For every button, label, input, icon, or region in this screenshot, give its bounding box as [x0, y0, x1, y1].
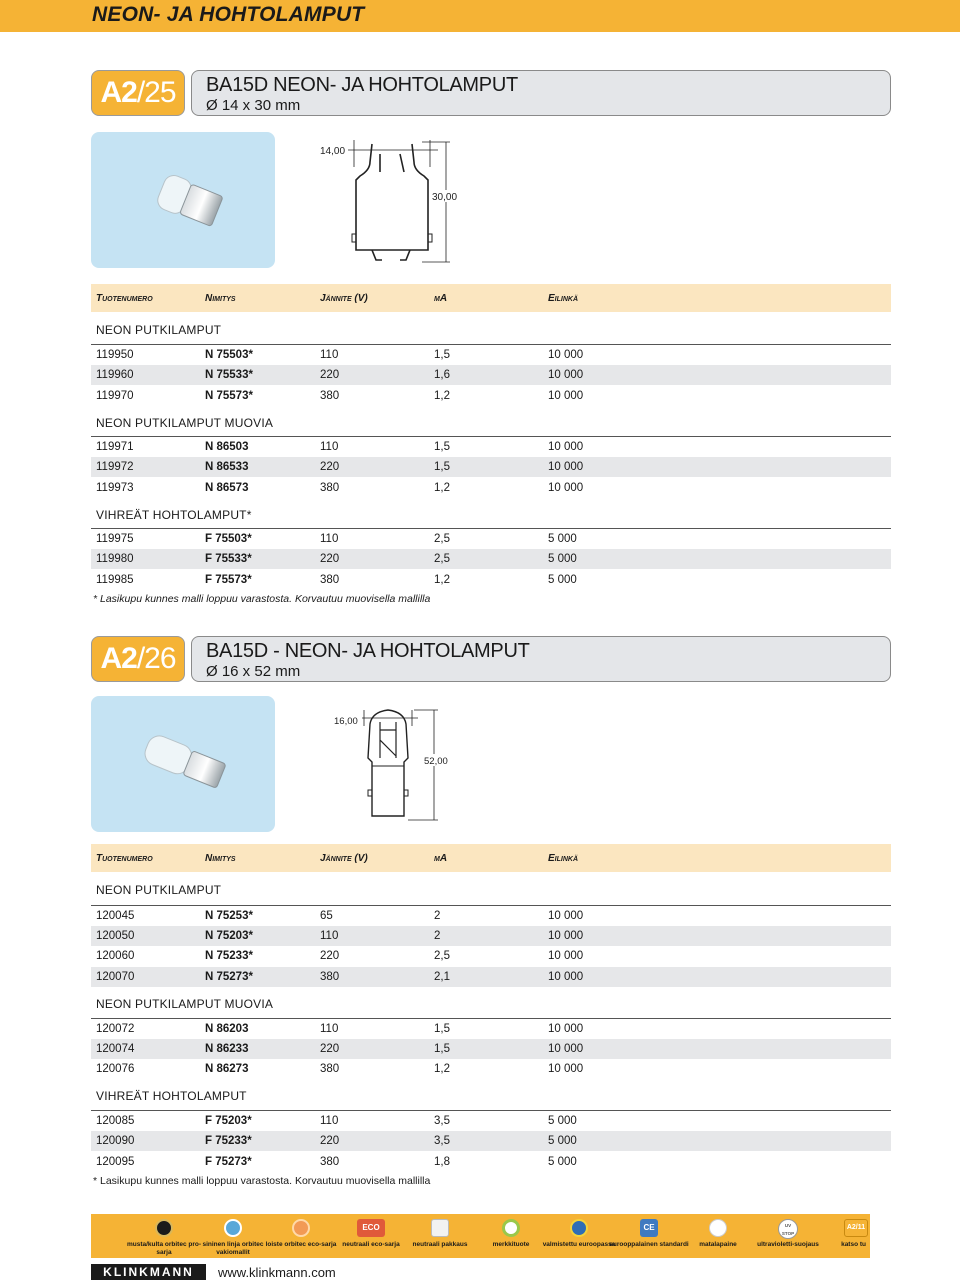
cell-lifetime: 5 000	[548, 553, 577, 565]
cell-name: N 86233	[205, 1043, 249, 1055]
cell-voltage: 380	[320, 971, 340, 983]
section-badge	[91, 70, 185, 116]
table-row	[91, 905, 891, 925]
eu-made-icon	[570, 1219, 588, 1237]
cell-product-number: 120076	[96, 1063, 135, 1075]
cell-voltage: 380	[320, 574, 340, 586]
table-row	[91, 1110, 891, 1130]
lamp-photo-image	[91, 132, 275, 268]
cell-lifetime: 5 000	[548, 533, 577, 545]
section-header	[191, 70, 891, 116]
cell-lifetime: 10 000	[548, 950, 584, 962]
cell-name: F 75573*	[205, 574, 252, 586]
ce-icon: CE	[640, 1219, 658, 1237]
cell-product-number: 119971	[96, 441, 134, 453]
cell-ma: 2	[434, 930, 441, 942]
column-header-voltage: Jännite (V)	[320, 853, 368, 864]
cell-lifetime: 10 000	[548, 1023, 584, 1035]
cell-ma: 1,8	[434, 1156, 450, 1168]
cell-ma: 1,5	[434, 461, 450, 473]
brand-text: KLINKMANN	[103, 1265, 194, 1279]
cell-ma: 2,5	[434, 533, 450, 545]
badge-code: A2	[100, 76, 137, 109]
cell-name: F 75233*	[205, 1135, 252, 1147]
group-title: VIHREÄT HOHTOLAMPUT	[96, 1089, 247, 1103]
column-header-name: Nimitys	[205, 293, 236, 304]
cell-name: N 75203*	[205, 930, 253, 942]
cell-lifetime: 5 000	[548, 1156, 577, 1168]
column-header-row	[91, 844, 891, 872]
cell-lifetime: 5 000	[548, 1115, 577, 1127]
cell-ma: 1,2	[434, 1063, 450, 1075]
footnote: * Lasikupu kunnes malli loppuu varastosta. Korvautuu muovisella mallilla	[93, 593, 431, 605]
cell-lifetime: 10 000	[548, 441, 584, 453]
section-subtitle: Ø 16 x 52 mm	[206, 663, 301, 680]
group-title: VIHREÄT HOHTOLAMPUT*	[96, 508, 252, 522]
section-badge	[91, 636, 185, 682]
page-header-bar	[0, 0, 960, 32]
cell-ma: 1,2	[434, 574, 450, 586]
cell-ma: 3,5	[434, 1115, 450, 1127]
cell-name: F 75203*	[205, 1115, 252, 1127]
table-row	[91, 457, 891, 477]
cell-lifetime: 5 000	[548, 1135, 577, 1147]
legend-label: katso tu	[841, 1241, 866, 1248]
footnote: * Lasikupu kunnes malli loppuu varastosta. Korvautuu muovisella mallilla	[93, 1175, 431, 1187]
cell-lifetime: 10 000	[548, 349, 584, 361]
dimension-drawing	[310, 132, 470, 272]
section-title: BA15D NEON- JA HOHTOLAMPUT	[206, 74, 518, 96]
website-link[interactable]: www.klinkmann.com	[218, 1265, 336, 1280]
column-header-product-number: Tuotenumero	[96, 293, 153, 304]
cell-lifetime: 10 000	[548, 930, 584, 942]
cell-product-number: 120090	[96, 1135, 135, 1147]
cell-voltage: 380	[320, 390, 340, 402]
table-row	[91, 926, 891, 946]
cell-voltage: 110	[320, 1115, 339, 1127]
legend-label: ultravioletti-suojaus	[757, 1241, 819, 1248]
cell-product-number: 120072	[96, 1023, 135, 1035]
glow-bulb-icon	[292, 1219, 310, 1237]
cell-name: N 75233*	[205, 950, 253, 962]
column-header-lifetime: Eilinkä	[548, 853, 579, 864]
cell-product-number: 120050	[96, 930, 135, 942]
group-title: NEON PUTKILAMPUT MUOVIA	[96, 997, 274, 1011]
cell-voltage: 220	[320, 369, 340, 381]
uv-stop-icon: UV STOP	[778, 1219, 798, 1239]
table-row	[91, 1131, 891, 1151]
dimension-width-label: 14,00	[320, 146, 346, 157]
table-row	[91, 528, 891, 548]
legend-label: neutraali pakkaus	[412, 1241, 468, 1248]
column-header-voltage: Jännite (V)	[320, 293, 368, 304]
legend-label: neutraali eco-sarja	[342, 1241, 400, 1248]
cell-name: N 86503	[205, 441, 249, 453]
table-row	[91, 344, 891, 364]
cell-name: N 75503*	[205, 349, 253, 361]
table-row	[91, 1039, 891, 1059]
cell-product-number: 120070	[96, 971, 135, 983]
black-gold-bulb-icon	[155, 1219, 173, 1237]
cell-product-number: 119950	[96, 349, 134, 361]
cell-lifetime: 10 000	[548, 461, 584, 473]
cell-voltage: 220	[320, 1135, 340, 1147]
cell-voltage: 220	[320, 950, 340, 962]
legend-label: eurooppalainen standardi	[609, 1241, 689, 1248]
cell-name: N 75533*	[205, 369, 253, 381]
see-also-icon: A2/11	[844, 1219, 868, 1237]
legend-label: musta/kulta orbitec pro-sarja	[126, 1241, 202, 1256]
cell-ma: 3,5	[434, 1135, 450, 1147]
table-row	[91, 478, 891, 498]
cell-product-number: 120074	[96, 1043, 135, 1055]
cell-product-number: 120045	[96, 910, 135, 922]
page-title: NEON- JA HOHTOLAMPUT	[92, 3, 365, 26]
cell-ma: 1,6	[434, 369, 450, 381]
badge-code: A2	[100, 642, 137, 675]
column-header-product-number: Tuotenumero	[96, 853, 153, 864]
group-title: NEON PUTKILAMPUT MUOVIA	[96, 416, 274, 430]
cell-ma: 2,1	[434, 971, 450, 983]
cell-ma: 1,5	[434, 1043, 450, 1055]
cell-ma: 1,5	[434, 441, 450, 453]
cell-name: N 75273*	[205, 971, 253, 983]
cell-lifetime: 10 000	[548, 971, 584, 983]
cell-voltage: 220	[320, 1043, 340, 1055]
cell-voltage: 110	[320, 1023, 339, 1035]
section-header	[191, 636, 891, 682]
column-header-lifetime: Eilinkä	[548, 293, 579, 304]
cell-product-number: 119960	[96, 369, 134, 381]
dimension-width-label: 16,00	[334, 716, 358, 727]
dimension-drawing	[320, 700, 460, 830]
cell-ma: 2,5	[434, 950, 450, 962]
section-subtitle: Ø 14 x 30 mm	[206, 97, 301, 114]
cell-lifetime: 5 000	[548, 574, 577, 586]
legend-label: merkkituote	[492, 1241, 530, 1248]
cell-name: N 75573*	[205, 390, 253, 402]
cell-name: N 86203	[205, 1023, 249, 1035]
cell-voltage: 380	[320, 1156, 340, 1168]
table-row	[91, 1152, 891, 1172]
cell-lifetime: 10 000	[548, 1043, 584, 1055]
cell-voltage: 110	[320, 441, 339, 453]
legend-label: matalapaine	[699, 1241, 737, 1248]
badge-number: /25	[136, 76, 176, 109]
section-title: BA15D - NEON- JA HOHTOLAMPUT	[206, 640, 530, 662]
cell-lifetime: 10 000	[548, 390, 584, 402]
blue-bulb-icon	[224, 1219, 242, 1237]
cell-ma: 1,2	[434, 482, 450, 494]
neutral-package-icon	[431, 1219, 449, 1237]
klinkmann-logo	[91, 1264, 206, 1280]
cell-ma: 2	[434, 910, 441, 922]
cell-product-number: 119975	[96, 533, 134, 545]
cell-lifetime: 10 000	[548, 910, 584, 922]
table-row	[91, 946, 891, 966]
cell-lifetime: 10 000	[548, 369, 584, 381]
table-row	[91, 436, 891, 456]
table-row	[91, 549, 891, 569]
cell-product-number: 119970	[96, 390, 134, 402]
cell-voltage: 220	[320, 461, 340, 473]
column-header-name: Nimitys	[205, 853, 236, 864]
eco-icon: ECO	[357, 1219, 385, 1237]
lamp-photo-image	[91, 696, 275, 832]
table-row	[91, 1059, 891, 1079]
cell-ma: 2,5	[434, 553, 450, 565]
cell-name: N 86533	[205, 461, 249, 473]
product-photo	[91, 132, 275, 268]
table-row	[91, 570, 891, 590]
column-header-row	[91, 284, 891, 312]
cell-voltage: 110	[320, 533, 339, 545]
cell-name: N 86573	[205, 482, 249, 494]
cell-voltage: 380	[320, 1063, 340, 1075]
legend-label: sininen linja orbitec vakiomallit	[202, 1241, 264, 1256]
dimension-height-label: 30,00	[432, 192, 458, 203]
cell-lifetime: 10 000	[548, 1063, 584, 1075]
group-title: NEON PUTKILAMPUT	[96, 323, 222, 337]
cell-voltage: 110	[320, 349, 339, 361]
legend-label: loiste orbitec eco-sarja	[265, 1241, 337, 1248]
table-row	[91, 365, 891, 385]
cell-product-number: 119972	[96, 461, 134, 473]
dimension-height-label: 52,00	[424, 756, 448, 767]
cell-name: F 75503*	[205, 533, 252, 545]
cell-product-number: 120095	[96, 1156, 135, 1168]
cell-name: F 75273*	[205, 1156, 252, 1168]
cell-voltage: 220	[320, 553, 340, 565]
low-pressure-icon	[709, 1219, 727, 1237]
cell-name: F 75533*	[205, 553, 252, 565]
cell-voltage: 380	[320, 482, 340, 494]
product-photo	[91, 696, 275, 832]
cell-ma: 1,2	[434, 390, 450, 402]
cell-ma: 1,5	[434, 349, 450, 361]
cell-name: N 86273	[205, 1063, 249, 1075]
group-title: NEON PUTKILAMPUT	[96, 883, 222, 897]
cell-name: N 75253*	[205, 910, 253, 922]
table-row	[91, 386, 891, 406]
cell-voltage: 65	[320, 910, 333, 922]
cell-ma: 1,5	[434, 1023, 450, 1035]
brand-icon	[502, 1219, 520, 1237]
table-row	[91, 1018, 891, 1038]
cell-product-number: 119985	[96, 574, 134, 586]
badge-number: /26	[136, 642, 176, 675]
cell-lifetime: 10 000	[548, 482, 584, 494]
column-header-ma: mA	[434, 293, 448, 304]
cell-product-number: 120085	[96, 1115, 135, 1127]
table-row	[91, 967, 891, 987]
cell-product-number: 120060	[96, 950, 135, 962]
column-header-ma: mA	[434, 853, 448, 864]
legend-label: valmistettu euroopassa	[542, 1241, 616, 1248]
cell-voltage: 110	[320, 930, 339, 942]
cell-product-number: 119980	[96, 553, 134, 565]
cell-product-number: 119973	[96, 482, 134, 494]
